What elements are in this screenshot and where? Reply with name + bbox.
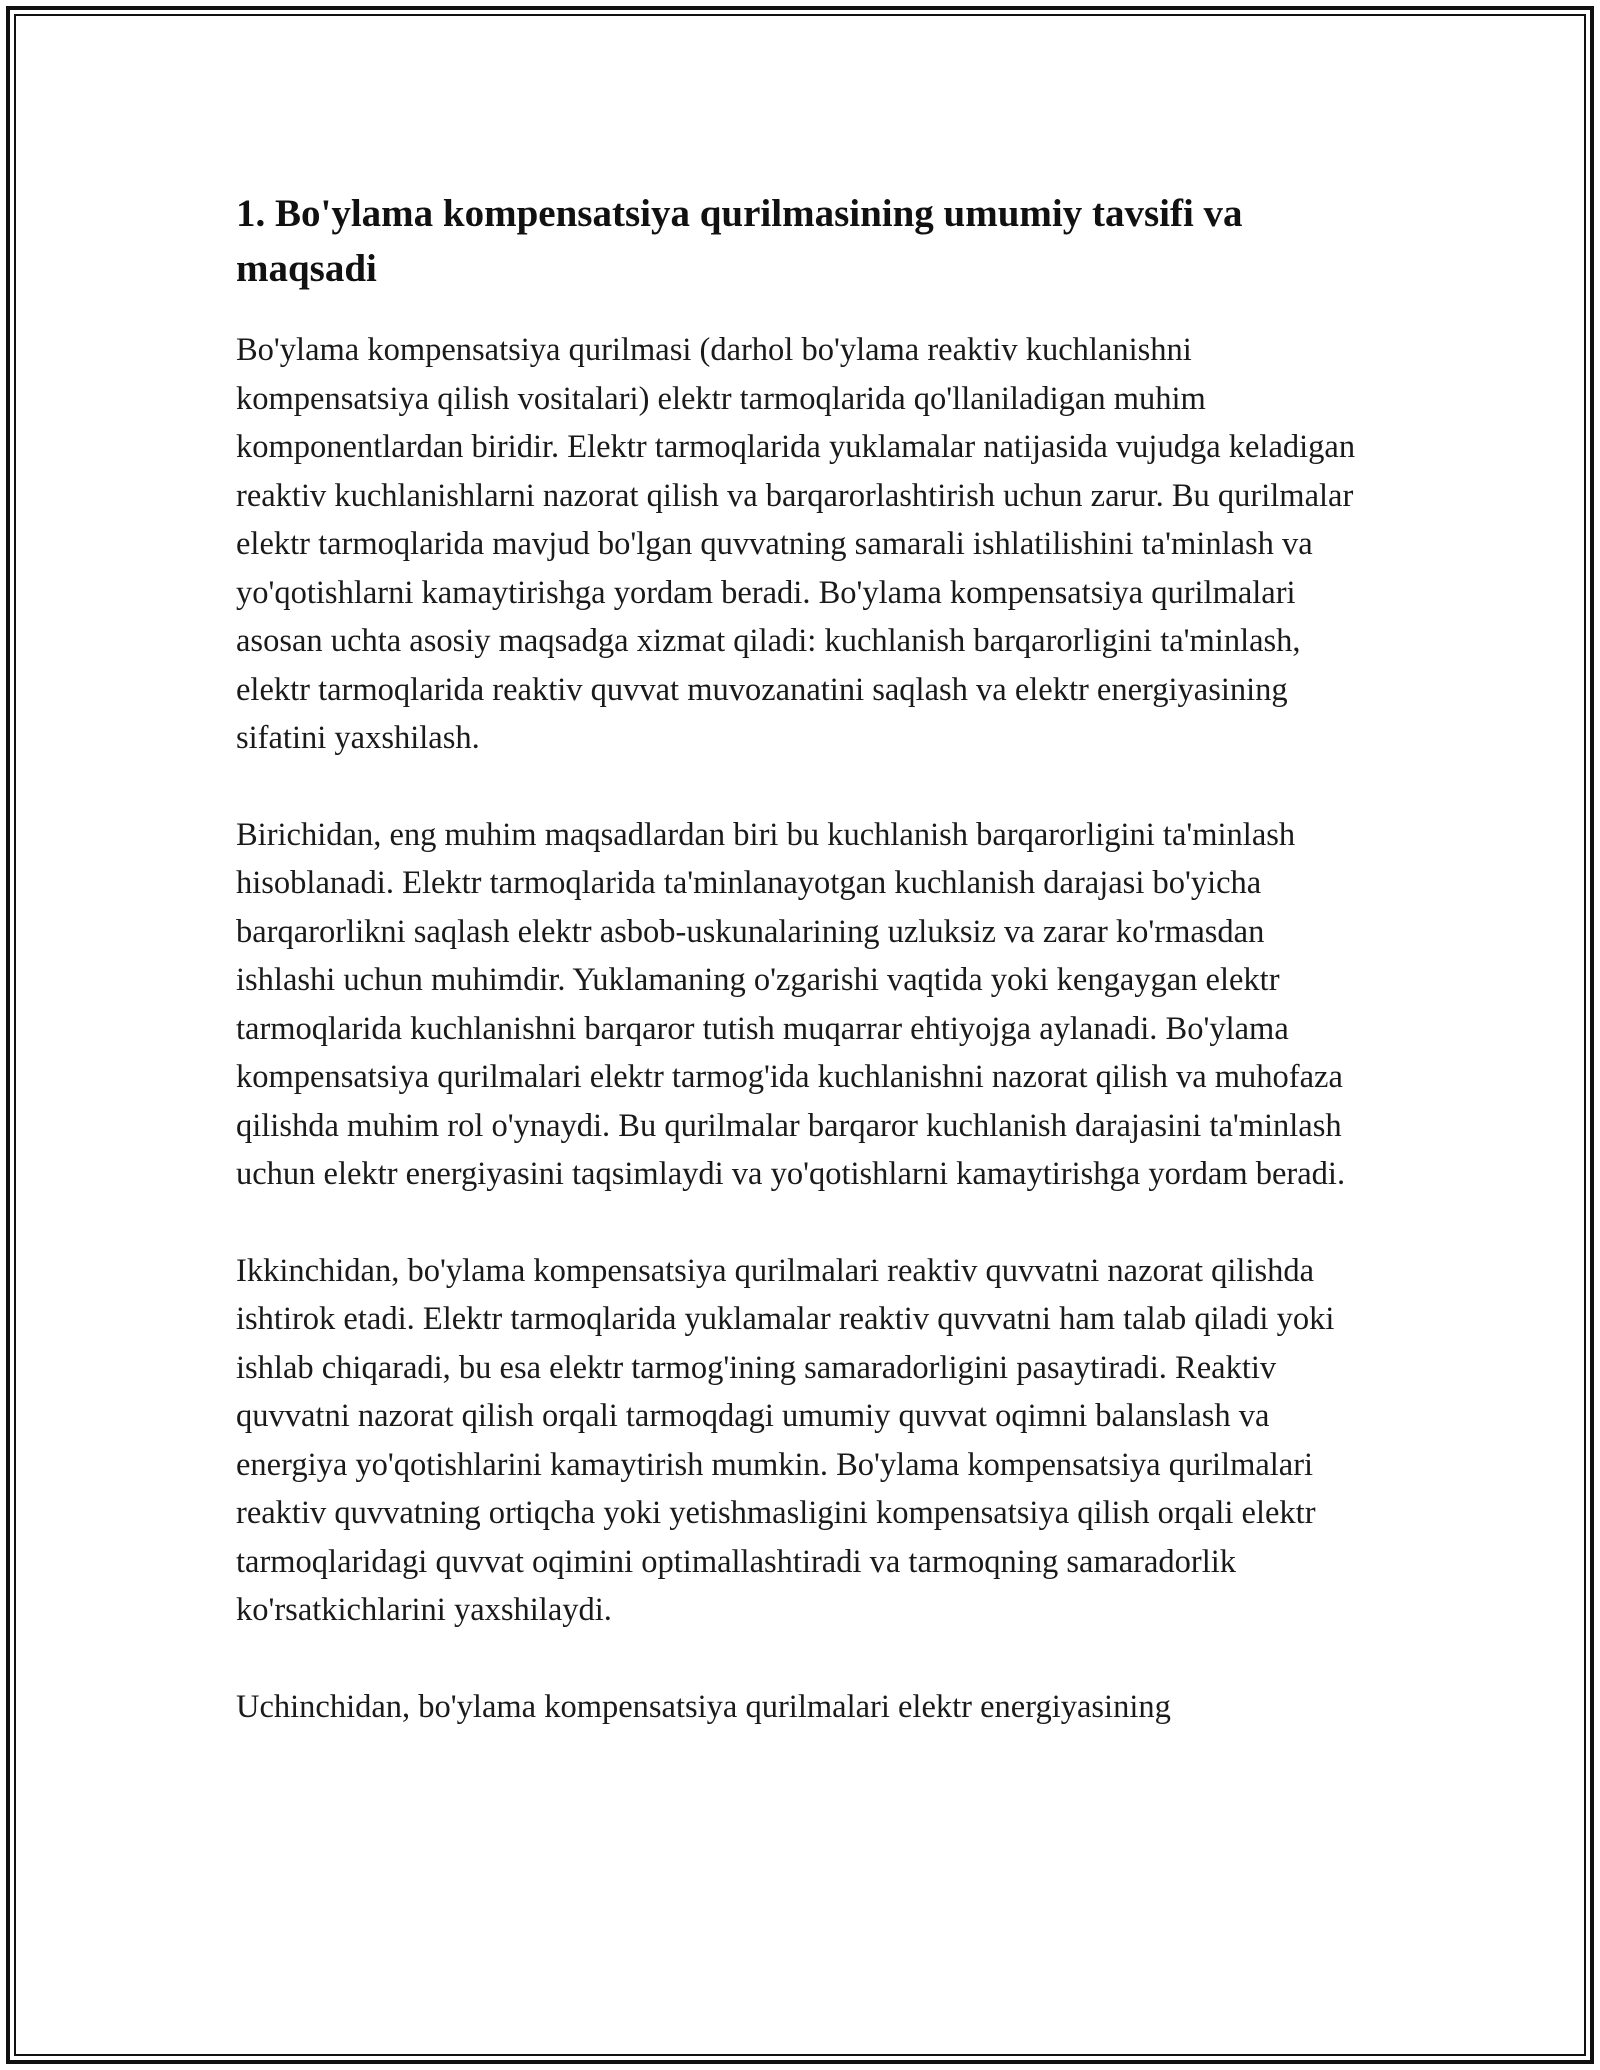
paragraph-second-purpose: Ikkinchidan, bo'ylama kompensatsiya qurilmalari reaktiv quvvatni nazorat qilishda ishtirok etadi. Elektr tarmoqlarida yuklamalar reaktiv quvvatni ham talab qiladi yoki ishlab chiqaradi, bu esa elektr tarmog'ining samaradorligini pasaytiradi. Reaktiv quvvatni nazorat qilish orqali tarmoqdagi umumiy quvvat oqimni balanslash va energiya yo'qotishlarini kamaytirish mumkin. Bo'ylama kompensatsiya qurilmalari reaktiv quvvatning ortiqcha yoki yetishmasligini kompensatsiya qilish orqali elektr tarmoqlaridagi quvvat oqimini optimallashtiradi va tarmoqning samaradorlik ko'rsatkichlarini yaxshilaydi. <box>236 1252 1335 1628</box>
document-body <box>236 186 1366 1779</box>
paragraph-intro: Bo'ylama kompensatsiya qurilmasi (darhol bo'ylama reaktiv kuchlanishni kompensatsiya qilish vositalari) elektr tarmoqlarida qo'llaniladigan muhim komponentlardan biridir. Elektr tarmoqlarida yuklamalar natijasida vujudga keladigan reaktiv kuchlanishlarni nazorat qilish va barqarorlashtirish uchun zarur. Bu qurilmalar elektr tarmoqlarida mavjud bo'lgan quvvatning samarali ishlatilishini ta'minlash va yo'qotishlarni kamaytirishga yordam beradi. Bo'ylama kompensatsiya qurilmalari asosan uchta asosiy maqsadga xizmat qiladi: kuchlanish barqarorligini ta'minlash, elektr tarmoqlarida reaktiv quvvat muvozanatini saqlash va elektr energiyasining sifatini yaxshilash. <box>236 332 1356 756</box>
section-heading: 1. Bo'ylama kompensatsiya qurilmasining umumiy tavsifi va maqsadi <box>236 192 1243 290</box>
paragraph-third-purpose: Uchinchidan, bo'ylama kompensatsiya qurilmalari elektr energiyasining <box>236 1688 1171 1725</box>
paragraph-first-purpose: Birichidan, eng muhim maqsadlardan biri bu kuchlanish barqarorligini ta'minlash hisoblanadi. Elektr tarmoqlarida ta'minlanayotgan kuchlanish darajasi bo'yicha barqarorlikni saqlash elektr asbob-uskunalarining uzluksiz va zarar ko'rmasdan ishlashi uchun muhimdir. Yuklamaning o'zgarishi vaqtida yoki kengaygan elektr tarmoqlarida kuchlanishni barqaror tutish muqarrar ehtiyojga aylanadi. Bo'ylama kompensatsiya qurilmalari elektr tarmog'ida kuchlanishni nazorat qilish va muhofaza qilishda muhim rol o'ynaydi. Bu qurilmalar barqaror kuchlanish darajasini ta'minlash uchun elektr energiyasini taqsimlaydi va yo'qotishlarni kamaytirishga yordam beradi. <box>236 816 1346 1192</box>
